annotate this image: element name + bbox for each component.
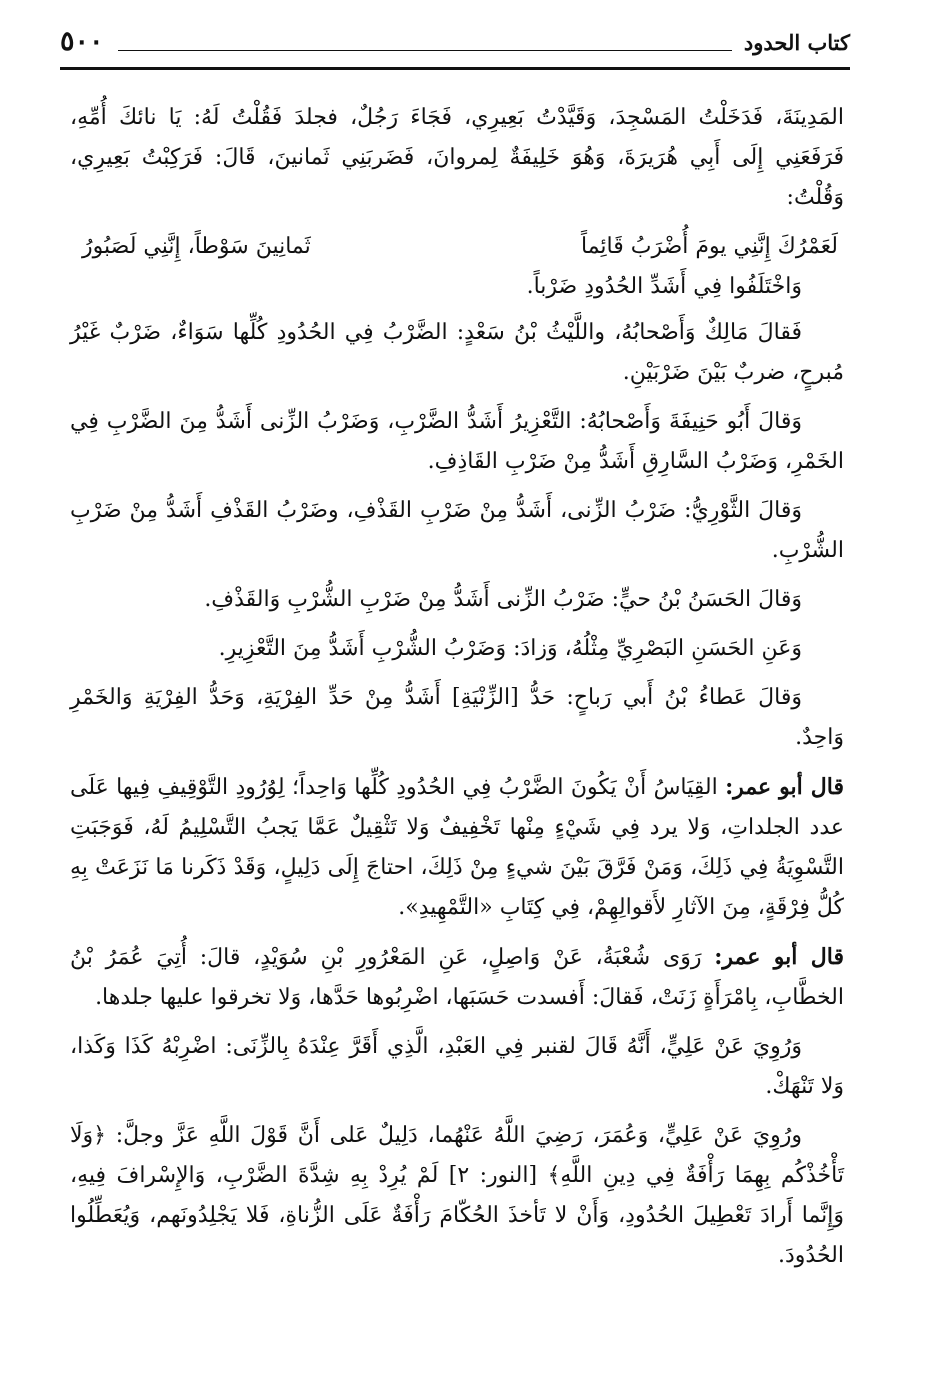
poem-followup-line: وَاخْتَلَفُوا فِي أَشَدِّ الحُدُودِ ضَرْباً. [526, 274, 802, 299]
paragraph-10: وَرُوِيَ عَنْ عَلِيٍّ، أَنَّهُ قَالَ لقنبر فِي العَبْدِ، الَّذِي أَقَرَّ عِنْدَهُ بِالزِّنَى: اضْرِبْهُ كَذَا وَكَذا، وَلا تَنْهَكْ. [70, 1034, 844, 1099]
page-number: ٥٠٠ [60, 26, 114, 57]
paragraph-8 [70, 767, 844, 928]
paragraph-5: وَقالَ الحَسَنُ بْنُ حيٍّ: ضَرْبُ الزِّنى أَشَدُّ مِنْ ضَرْبِ الشُّرْبِ وَالقَذْفِ. [204, 587, 802, 612]
poem-hemistich-1: لَعَمْرُكَ إِنَّنِي يومَ أُضْرَبُ قَائِماً [580, 234, 838, 259]
poem-block [70, 227, 844, 307]
paragraph-2: فَقالَ مَالِكٌ وَأَصْحابُهُ، واللَّيْثُ بْنُ سَعْدٍ: الضَّرْبُ فِي الحُدُودِ كُلِّها سَوَاءٌ، ضَرْبٌ غَيْرُ مُبرحٍ، ضربٌ بَيْنَ ضَرْبَيْنِ. [70, 320, 844, 385]
poem-verse [70, 227, 844, 267]
paragraph-8-text: القِيَاسُ أَنْ يَكُونَ الضَّرْبُ فِي الحُدُودِ كُلِّها وَاحِداً؛ لِوُرُودِ التَّوْقِيفِ فِيها عَلَى عدد الجلداتِ، وَلا يرد فِي شَيْءٍ مِنْها تَخْفِيفٌ وَلا تَثْقِيلٌ عَمَّا يَجبُ التَّسْلِيمُ لَهُ، فَوَجَبَتِ التَّسْوِيَةُ فِي ذَلِكَ، وَمَنْ فَرَّقَ بَيْنَ شيءٍ مِنْ ذَلِكَ، احتاجَ إِلَى دَلِيلٍ، وَقَدْ ذَكَرنا مَا نَزَعَتْ بِهِ كُلُّ فِرْقَةٍ، مِنَ الآثارِ لأَقوالِهِمْ، فِي كِتَابِ «التَّمْهِيدِ». [70, 775, 844, 920]
paragraph-6: وَعَنِ الحَسَنِ البَصْرِيِّ مِثْلُهُ، وَزادَ: وَضَرْبُ الشُّرْبِ أَشَدُّ مِنَ التَّعْزِيرِ. [218, 636, 802, 661]
poem-hemistich-2: ثَمانِينَ سَوْطاً، إِنَّنِي لَصَبُورُ [82, 234, 311, 259]
paragraph-3: وَقالَ أَبُو حَنِيفَةَ وَأَصْحابُهُ: التَّعْزِيرُ أَشَدُّ الضَّرْبِ، وَضَرْبُ الزِّنى أَشَدُّ مِنَ الضَّرْبِ فِي الخَمْرِ، وَضَرْبُ السَّارِقِ أَشَدُّ مِنْ ضَرْبِ القَاذِفِ. [70, 409, 844, 474]
paragraph-4: وَقالَ الثَّوْرِيُّ: ضَرْبُ الزِّنى، أَشَدُّ مِنْ ضَرْبِ القَذْفِ، وضَرْبُ القَذْفِ أَشَدُّ مِنْ ضَرْبِ الشُّرْبِ. [70, 498, 844, 563]
page-header [60, 26, 850, 70]
running-title: كتاب الحدود [734, 30, 850, 55]
page-body [70, 98, 844, 1285]
paragraph-9 [70, 937, 844, 1018]
paragraph-7: وَقالَ عَطاءُ بْنُ أَبي رَباحٍ: حَدُّ [الزِّنْيَةِ] أَشَدُّ مِنْ حَدِّ الفِرْيَةِ، وَحَدُّ الفِرْيَةِ وَالخَمْرِ وَاحِدٌ. [70, 685, 844, 750]
header-rule-thin [118, 50, 732, 51]
paragraph-9-text: رَوَى شُعْبَةُ، عَنْ وَاصِلٍ، عَنِ المَعْرُورِ بْنِ سُوَيْدٍ، قالَ: أُتِيَ عُمَرُ بْنُ الخطَّابِ، بِامْرَأَةٍ زَنَتْ، فَقالَ: أَفسدت حَسَبَها، اضْرِبُوها حَدَّها، وَلا تخرقوا عليها جلدها. [70, 945, 844, 1010]
paragraph-1: المَدِينَةَ، فَدَخَلْتُ المَسْجِدَ، وَقَيَّدْتُ بَعِيرِي، فَجَاءَ رَجُلٌ، فجلدَ فَقُلْتُ لَهُ: يَا نائكَ أُمِّهِ، فَرَفَعَنِي إِلَى أَبِي هُرَيرَةَ، وَهُوَ خَلِيفَةٌ لِمروانَ، فَضَربَنِي ثَمانينَ، قَالَ: فَرَكِبْتُ بَعِيرِي، وَقُلْتُ: [70, 105, 844, 210]
speaker-label: قال أبو عمر: [725, 774, 844, 800]
header-rule-thick [60, 67, 850, 70]
speaker-label: قال أبو عمر: [714, 944, 845, 970]
paragraph-11: ورُوِيَ عَنْ عَلِيٍّ، وَعُمَرَ، رَضِيَ اللَّهُ عَنْهُما، دَلِيلٌ عَلى أَنَّ قَوْلَ اللَّهِ عَزَّ وجلَّ: ﴿وَلَا تَأْخُذْكُم بِهِمَا رَأْفَةٌ فِي دِينِ اللَّهِ﴾ [النور: ٢] لَمْ يُرِدْ بِهِ شِدَّةَ الضَّرْبِ، وَالإِسْرافَ فِيهِ، وَإِنَّما أَرادَ تَعْطِيلَ الحُدُودِ، وَأَنْ لا تَأخذَ الحُكّامَ رَأْفَةٌ عَلَى الزُّناةِ، فَلا يَجْلِدُونَهم، وَيُعَطِّلُوا الحُدُودَ. [70, 1123, 844, 1268]
